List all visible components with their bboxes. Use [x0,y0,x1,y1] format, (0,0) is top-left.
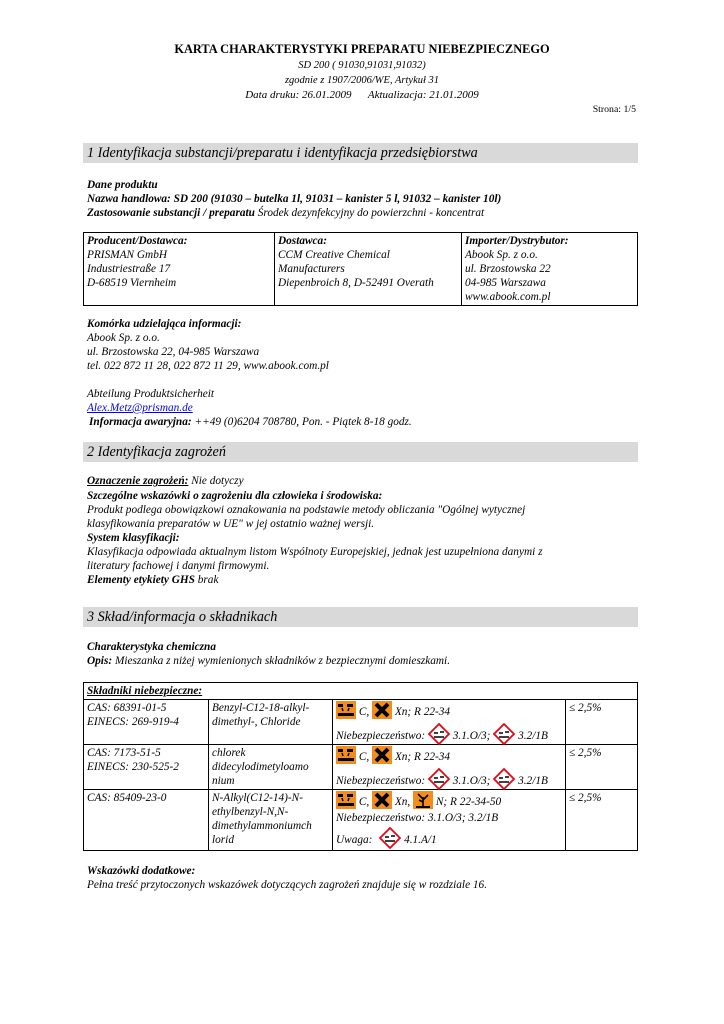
system-heading: System klasyfikacji: [87,532,180,544]
ghs-corrosion-icon [428,723,450,745]
note-label: Uwaga: [336,834,373,846]
danger-code: 3.1.O/3; [452,730,491,742]
danger-code: 3.1.O/3; [452,775,491,787]
danger-label: Niebezpieczeństwo: [336,775,426,787]
note-value: 4.1.A/1 [404,834,437,846]
product-use [87,206,484,220]
danger-label: Niebezpieczeństwo: [336,730,426,742]
concentration-cell [566,790,638,851]
substance-name: Benzyl-C12-18-alkyl- [212,702,310,714]
chem-char-heading: Charakterystyka chemiczna [87,641,216,653]
classification-cell [333,700,566,745]
supplier-line: Diepenbroich 8, D-52491 Overath [278,277,434,289]
substance-name: dimethyl-, Chloride [212,716,301,728]
class-n: N; R 22-34-50 [435,796,502,808]
hazard-designation [87,474,244,488]
emergency-info [89,415,412,429]
info-line: Abook Sp. z o.o. [87,332,160,344]
classification-cell [333,790,566,851]
producer-line: D-68519 Viernheim [87,277,177,289]
ids-cell [84,745,209,790]
substance-name: ethylbenzyl-N,N- [212,806,289,818]
class-xn: Xn, [394,796,411,808]
harmful-icon [372,791,392,809]
concentration: ≤ 2,5% [569,702,602,714]
companies-table [83,232,638,306]
producer-line: Industriestraße 17 [87,263,171,275]
class-c: C, [358,796,370,808]
substance-name: didecylodimetyloamo [212,761,309,773]
cas-number: CAS: 7173-51-5 [87,747,161,759]
system-text: literatury fachowej i danymi firmowymi. [87,560,270,572]
email-link[interactable]: Alex.Metz@prisman.de [87,402,193,414]
special-text: Produkt podlega obowiązkowi oznakowania na podstawie metody obliczania "Ogólnej wytycznej [87,504,526,516]
name-cell [209,745,333,790]
importer-cell [462,233,638,306]
ghs-corrosion-icon [493,723,515,745]
section-2-header [83,442,638,462]
importer-heading: Importer/Dystrybutor: [465,235,569,247]
supplier-line: CCM Creative Chemical [278,249,390,261]
description-label: Opis: [87,655,113,667]
extra-heading: Wskazówki dodatkowe: [87,865,196,877]
product-use-value: Środek dezynfekcyjny do powierzchni - koncentrat [257,207,485,219]
document-dates: Data druku: 26.01.2009 Aktualizacja: 21.01.2009 [245,89,479,101]
concentration-cell [566,745,638,790]
table-row [84,745,638,790]
importer-line: 04-985 Warszawa [465,277,546,289]
section-1-header [83,143,638,163]
danger-line: Niebezpieczeństwo: 3.1.O/3; 3.2/1B [336,812,499,824]
supplier-cell [275,233,462,306]
substance-name: N-Alkyl(C12-14)-N- [212,792,303,804]
trade-name: Nazwa handlowa: SD 200 (91030 – butelka 1l, 91031 – kanister 5 l, 91032 – kanister 10l) [87,193,502,205]
einecs-number: EINECS: 230-525-2 [87,761,179,773]
supplier-heading: Dostawca: [278,235,327,247]
einecs-number: EINECS: 269-919-4 [87,716,179,728]
substance-name: chlorek [212,747,246,759]
ingredients-heading: Składniki niebezpieczne: [84,683,638,700]
substance-name: dimethylammoniumch [212,820,312,832]
corrosive-icon [336,701,356,719]
classification-cell [333,745,566,790]
special-text: klasyfikowania preparatów w UE" w jej ostatnio ważnej wersji. [87,518,375,530]
corrosive-icon [336,791,356,809]
section-3-header [83,607,638,627]
email-line [87,401,193,415]
section-1-title: 1 Identyfikacja substancji/preparatu i identyfikacja przedsiębiorstwa [87,145,478,161]
table-row [84,700,638,745]
producer-cell [84,233,275,306]
product-data-heading: Dane produktu [87,179,158,191]
product-use-label: Zastosowanie substancji / preparatu [87,207,255,219]
ghs-elements [87,573,218,587]
cas-number: CAS: 68391-01-5 [87,702,167,714]
info-heading: Komórka udzielająca informacji: [87,318,242,330]
harmful-icon [372,701,392,719]
concentration-cell [566,700,638,745]
substance-name: lorid [212,834,234,846]
producer-line: PRISMAN GmbH [87,249,168,261]
cas-number: CAS: 85409-23-0 [87,792,167,804]
system-text: Klasyfikacja odpowiada aktualnym listom Wspólnoty Europejskiej, jednak jest uzupełniona danymi z [87,546,543,558]
section-3-title: 3 Skład/informacja o składnikach [87,609,278,625]
danger-code: 3.2/1B [518,775,548,787]
extra-text: Pełna treść przytoczonych wskazówek dotyczących zagrożeń znajduje się w rozdziale 16. [87,879,488,891]
importer-line: www.abook.com.pl [465,291,551,303]
class-c: C, [358,751,370,763]
ghs-label: Elementy etykiety GHS [87,574,195,586]
environment-icon [413,791,433,809]
regulation-reference: zgodnie z 1907/2006/WE, Artykuł 31 [284,75,440,86]
ghs-environment-icon [379,827,401,849]
section-2-title: 2 Identyfikacja zagrożeń [87,444,226,460]
hazard-label: Oznaczenie zagrożeń: [87,475,189,487]
page-number: Strona: 1/5 [592,104,636,115]
document-title: KARTA CHARAKTERYSTYKI PREPARATU NIEBEZPIECZNEGO [174,42,550,56]
concentration: ≤ 2,5% [569,747,602,759]
ghs-corrosion-icon [493,768,515,790]
department: Abteilung Produktsicherheit [87,388,215,400]
ingredients-table [83,682,638,851]
ids-cell [84,790,209,851]
danger-code: 3.2/1B [518,730,548,742]
importer-line: Abook Sp. z o.o. [465,249,538,261]
harmful-icon [372,746,392,764]
table-row [84,790,638,851]
concentration: ≤ 2,5% [569,792,602,804]
info-line: ul. Brzostowska 22, 04-985 Warszawa [87,346,260,358]
name-cell [209,700,333,745]
special-heading: Szczególne wskazówki o zagrożeniu dla człowieka i środowiska: [87,490,383,502]
ids-cell [84,700,209,745]
hazard-value: Nie dotyczy [191,475,244,487]
ghs-value: brak [197,574,219,586]
name-cell [209,790,333,851]
description [87,654,450,668]
class-xn: Xn; R 22-34 [394,706,451,718]
importer-line: ul. Brzostowska 22 [465,263,551,275]
emergency-value: ++49 (0)6204 708780, Pon. - Piątek 8-18 godz. [194,416,412,428]
ghs-corrosion-icon [428,768,450,790]
substance-name: nium [212,775,235,787]
description-value: Mieszanka z niżej wymienionych składników z bezpiecznymi domieszkami. [114,655,451,667]
emergency-label: Informacja awaryjna: [89,416,192,428]
class-c: C, [358,706,370,718]
producer-heading: Producent/Dostawca: [87,235,188,247]
class-xn: Xn; R 22-34 [394,751,451,763]
supplier-line: Manufacturers [278,263,345,275]
corrosive-icon [336,746,356,764]
product-code: SD 200 ( 91030,91031,91032) [298,60,426,71]
info-line: tel. 022 872 11 28, 022 872 11 29, www.abook.com.pl [87,360,329,372]
